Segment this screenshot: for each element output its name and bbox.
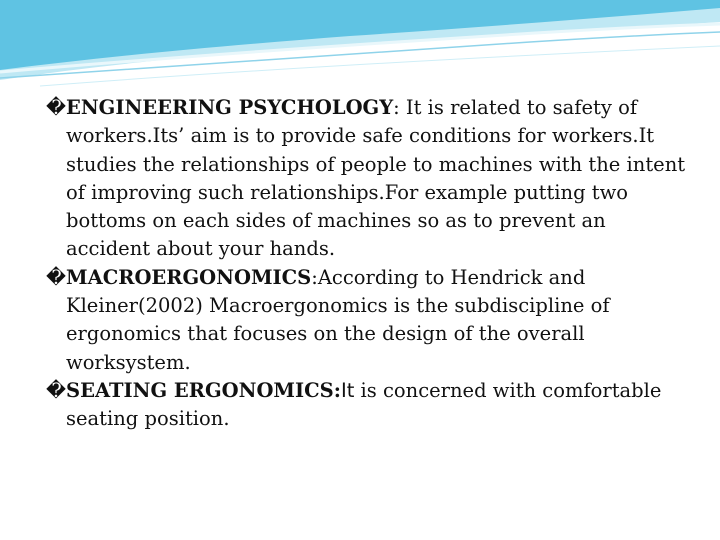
decorative-banner [0, 0, 720, 90]
bullet-macroergonomics [46, 264, 686, 377]
bullet-text: :According to Hendrick and Kleiner(2002) Macroergonomics is the subdiscipline of ergonomics that focuses on the design of the overall worksystem. [66, 265, 610, 374]
bullet-text-sans: It [340, 378, 355, 402]
bullet-marker-icon: � [46, 96, 66, 119]
bullet-text: is concerned with comfortable seating position. [66, 378, 662, 431]
bullet-engineering-psychology [46, 94, 686, 264]
bullet-term: SEATING ERGONOMICS: [66, 378, 341, 402]
bullet-term: MACROERGONOMICS [66, 265, 312, 289]
bullet-seating-ergonomics [46, 377, 686, 434]
bullet-list [46, 94, 686, 434]
bullet-marker-icon: � [46, 265, 66, 289]
bullet-term: ENGINEERING PSYCHOLOGY [66, 96, 394, 119]
bullet-text: : It is related to safety of workers.Its’ aim is to provide safe conditions for workers.It studies the relationships of people to machines with the intent of improving such relationships.For example putting two bottoms on each sides of machines so as to prevent an accident about your hands. [66, 96, 686, 261]
bullet-marker-icon: � [46, 378, 66, 402]
